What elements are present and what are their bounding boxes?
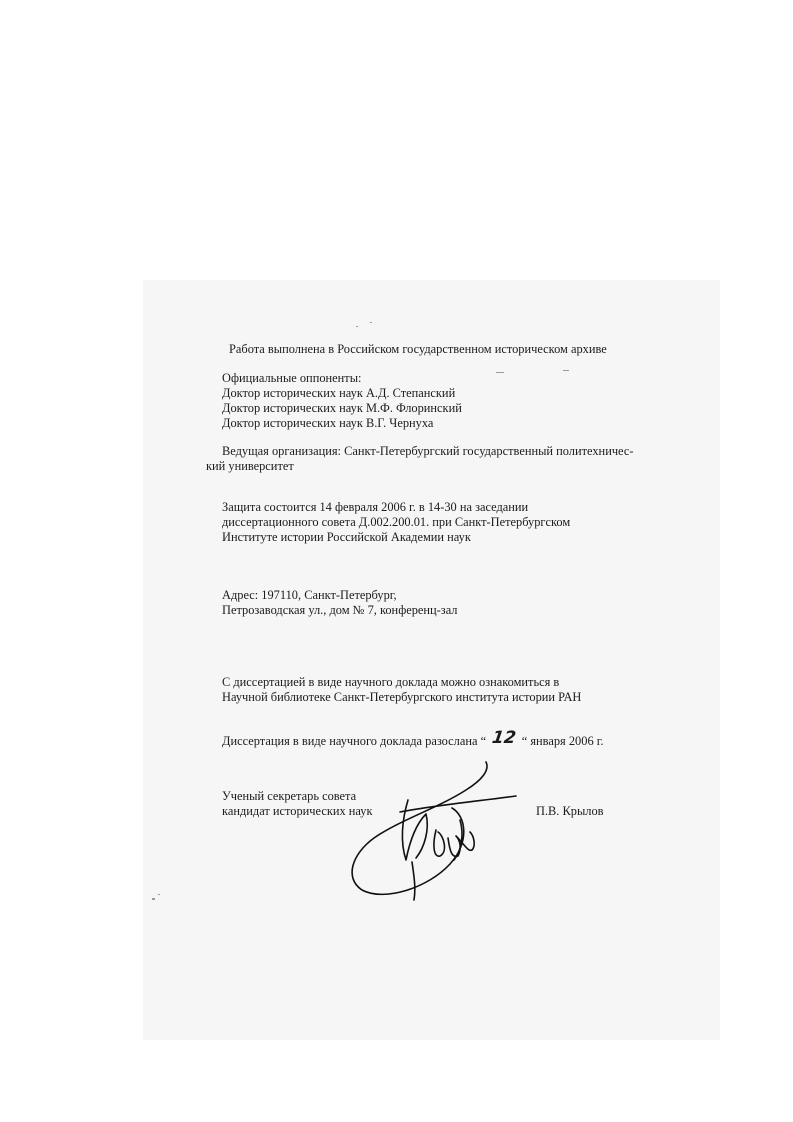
- defense-info-line: диссертационного совета Д.002.200.01. при Санкт-Петербургском: [222, 515, 571, 529]
- handwritten-day: 12: [490, 728, 518, 748]
- scan-speck: [496, 372, 504, 373]
- defense-info-line: Институте истории Российской Академии наук: [222, 530, 471, 544]
- scan-speck: [370, 322, 372, 323]
- opponent-item: Доктор исторических наук А.Д. Степанский: [222, 386, 456, 400]
- distribution-date-line: [222, 728, 604, 749]
- scan-speck: [356, 326, 358, 327]
- address-line: Адрес: 197110, Санкт-Петербург,: [222, 588, 397, 602]
- scan-speck: [563, 370, 569, 371]
- scan-speck: [158, 894, 160, 895]
- library-line: С диссертацией в виде научного доклада можно ознакомиться в: [222, 675, 560, 689]
- distribution-suffix: “ января 2006 г.: [521, 734, 604, 748]
- opponent-item: Доктор исторических наук В.Г. Чернуха: [222, 416, 434, 430]
- library-line: Научной библиотеке Санкт-Петербургского института истории РАН: [222, 690, 582, 704]
- leading-organization-line: Ведущая организация: Санкт-Петербургский государственный политехничес-: [222, 444, 634, 458]
- address-line: Петрозаводская ул., дом № 7, конференц-зал: [222, 603, 458, 617]
- defense-info-line: Защита состоится 14 февраля 2006 г. в 14-30 на заседании: [222, 500, 529, 514]
- signature-image: [340, 760, 520, 905]
- signature-loop: [352, 762, 487, 894]
- signature-tail: [412, 862, 415, 900]
- secretary-name: П.В. Крылов: [536, 804, 604, 818]
- scan-speck: [152, 898, 155, 900]
- signature-swash: [400, 796, 516, 812]
- secretary-title-line: Ученый секретарь совета: [222, 789, 357, 803]
- distribution-prefix: Диссертация в виде научного доклада разослана “: [222, 734, 487, 748]
- opponent-item: Доктор исторических наук М.Ф. Флоринский: [222, 401, 462, 415]
- institution-line: Работа выполнена в Российском государственном историческом архиве: [229, 342, 607, 356]
- leading-organization-line: кий университет: [206, 459, 294, 473]
- secretary-title-line: кандидат исторических наук: [222, 804, 373, 818]
- opponents-heading: Официальные оппоненты:: [222, 371, 362, 385]
